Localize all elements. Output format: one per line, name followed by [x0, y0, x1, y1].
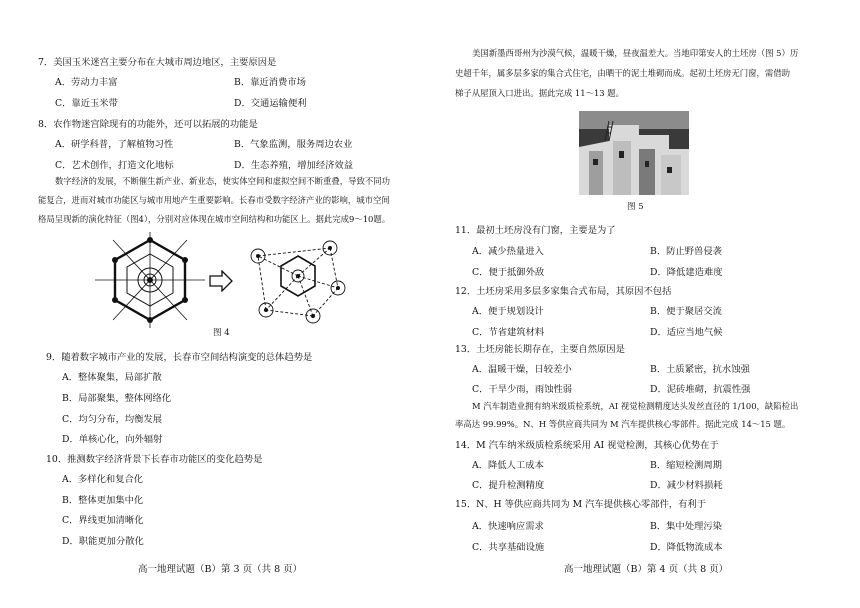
q12-option-a: A．便于规划设计 — [472, 306, 544, 317]
page-4-footer: 高一地理试题（B）第 4 页（共 8 页） — [564, 564, 729, 575]
q11-option-c: C．便于抵御外敌 — [472, 267, 545, 278]
q13-option-b: B．土质紧密，抗水蚀强 — [650, 364, 750, 375]
page-4 — [430, 0, 860, 608]
q10-option-a: A．多样化和复合化 — [62, 474, 144, 485]
question-14-stem: 14．M 汽车纳米级质检系统采用 AI 视觉检测，其核心优势在于 — [455, 440, 719, 451]
passage-9-10-line-3: 格局呈现新的演化特征（图4），分别对应体现在城市空间结构和功能区上。据此完成9～10题。 — [38, 214, 391, 224]
passage-11-13-line-3: 梯子从屋顶入口进出。据此完成 11～13 题。 — [455, 88, 625, 98]
q12-option-c: C．节省建筑材料 — [472, 327, 545, 338]
q9-option-c: C．均匀分布，均衡发展 — [62, 414, 163, 425]
figure-4-arrow-icon — [208, 270, 234, 292]
q14-option-c: C．提升检测精度 — [472, 480, 545, 491]
q15-option-a: A．快速响应需求 — [472, 521, 544, 532]
q10-option-c: C．界线更加清晰化 — [62, 515, 144, 526]
figure-5-caption: 图 5 — [627, 202, 644, 212]
q10-option-d: D．职能更加分散化 — [62, 536, 144, 547]
question-8-stem: 8．农作物迷宫除现有的功能外，还可以拓展的功能是 — [38, 119, 258, 130]
q10-option-b: B．整体更加集中化 — [62, 495, 144, 506]
q8-option-b: B．气象监测，服务周边农业 — [234, 139, 353, 150]
question-11-stem: 11．最初土坯房没有门窗，主要是为了 — [455, 225, 616, 236]
figure-4-network-diagram — [238, 228, 363, 328]
q13-option-a: A．温暖干燥，日较差小 — [472, 364, 572, 375]
q12-option-b: B．便于聚居交流 — [650, 306, 722, 317]
q13-option-c: C．干旱少雨，雨蚀性弱 — [472, 384, 573, 395]
question-9-stem: 9．随着数字城市产业的发展，长春市空间结构演变的总体趋势是 — [46, 352, 313, 363]
q7-option-a: A．劳动力丰富 — [55, 77, 118, 88]
q15-option-b: B．集中处理污染 — [650, 521, 722, 532]
q7-option-c: C．靠近玉米带 — [55, 98, 118, 109]
question-10-stem: 10．推测数字经济背景下长春市功能区的变化趋势是 — [46, 454, 263, 465]
q11-option-d: D．降低建造难度 — [650, 267, 723, 278]
passage-11-13-line-1: 美国新墨西哥州为沙漠气候，温暖干燥，昼夜温差大。当地印第安人的土坯房（图 5）历 — [472, 48, 799, 58]
question-15-stem: 15．N、H 等供应商共同为 M 汽车提供核心零部件，有利于 — [455, 499, 706, 510]
q7-option-d: D．交通运输便利 — [234, 98, 307, 109]
q8-option-a: A．研学科普，了解植物习性 — [55, 139, 174, 150]
page-3-footer: 高一地理试题（B）第 3 页（共 8 页） — [138, 564, 303, 575]
q8-option-d: D．生态养殖，增加经济效益 — [234, 160, 354, 171]
q7-option-b: B．靠近消费市场 — [234, 77, 306, 88]
q9-option-a: A．整体聚集，局部扩散 — [62, 372, 162, 383]
passage-14-15-line-2: 率高达 99.99%。N、H 等供应商共同为 M 汽车提供核心零部件。据此完成 14～15 题。 — [455, 419, 791, 429]
figure-4-monocentric-diagram — [95, 230, 205, 330]
q9-option-d: D．单核心化，向外辐射 — [62, 434, 163, 445]
q8-option-c: C．艺术创作，打造文化地标 — [55, 160, 174, 171]
q14-option-b: B．缩短检测周期 — [650, 460, 722, 471]
q13-option-d: D．泥砖堆砌，抗震性强 — [650, 384, 751, 395]
q11-option-a: A．减少热量进入 — [472, 246, 544, 257]
figure-5-adobe-house-photo — [579, 111, 689, 195]
passage-11-13-line-2: 史超千年，属多层多家的集合式住宅，由晒干的泥土堆砌而成。起初土坯房无门窗，需借助 — [455, 68, 790, 78]
passage-9-10-line-2: 能复合，进而对城市功能区与城市用地产生重要影响。长春市受数字经济产业的影响，城市空间 — [38, 195, 390, 205]
q14-option-a: A．降低人工成本 — [472, 460, 544, 471]
q11-option-b: B．防止野兽侵袭 — [650, 246, 722, 257]
passage-14-15-line-1: M 汽车制造业拥有纳米级质检系统，AI 视觉检测精度达头发丝直径的 1/100，缺陷检出 — [472, 401, 799, 411]
q14-option-d: D．减少材料损耗 — [650, 480, 723, 491]
question-12-stem: 12．土坯房采用多层多家集合式布局，其原因不包括 — [455, 286, 672, 297]
passage-9-10-line-1: 数字经济的发展，不断催生新产业、新业态，使实体空间和虚拟空间不断重叠，导致不同功 — [55, 176, 390, 186]
question-13-stem: 13．土坯房能长期存在，主要自然原因是 — [455, 344, 625, 355]
q9-option-b: B．局部聚集，整体网络化 — [62, 393, 172, 404]
q15-option-c: C．共享基础设施 — [472, 542, 545, 553]
q15-option-d: D．降低物流成本 — [650, 542, 723, 553]
figure-4-caption: 图 4 — [213, 328, 230, 338]
q12-option-d: D．适应当地气候 — [650, 327, 723, 338]
question-7-stem: 7．美国玉米迷宫主要分布在大城市周边地区，主要原因是 — [38, 57, 277, 68]
